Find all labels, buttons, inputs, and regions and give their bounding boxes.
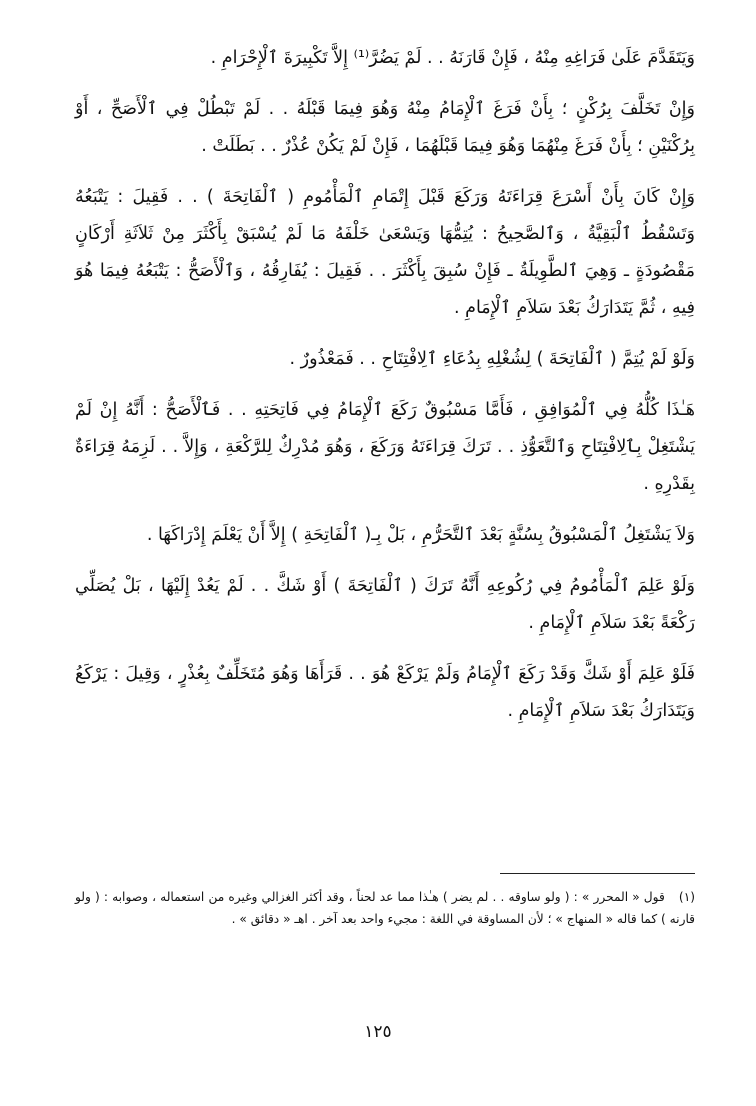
paragraph-1: وَيَتَقَدَّمَ عَلَىٰ فَرَاغِهِ مِنْهُ ، فَإِنْ قَارَنَهُ . . لَمْ يَضُرَّ⁽¹⁾ إِلاَّ تَكْبِيرَةَ ٱلْإِحْرَامِ .	[210, 48, 695, 68]
footnote-text: قول « المحرر » : ( ولو ساوقه . . لم يضر ) هـٰذا مما عد لحناً ، وقد أكثر الغزالي وغيره من استعماله ، وصوابه : ( ولو قارنه ) كما قاله « المنهاج » ؛ لأن المساوقة في اللغة : مجيء واحد بعد آخر . اهـ « دقائق » .	[75, 890, 695, 926]
main-text	[75, 40, 695, 744]
paragraph-6: وَلاَ يَشْتَغِلُ ٱلْمَسْبُوقُ بِسُنَّةٍ بَعْدَ ٱلتَّحَرُّمِ ، بَلْ بِـ( ٱلْفَاتِحَةِ ) إِلاَّ أَنْ يَعْلَمَ إِدْرَاكَهَا .	[146, 525, 695, 545]
paragraph-4: وَلَوْ لَمْ يُتِمَّ ( ٱلْفَاتِحَةَ ) لِشُغْلِهِ بِدُعَاءِ ٱلِافْتِتَاحِ . . فَمَعْذُورٌ .	[289, 349, 695, 369]
footnote	[75, 886, 695, 930]
footnote-number: (١)	[678, 890, 695, 904]
paragraph-5: هَـٰذَا كُلُّهُ فِي ٱلْمُوَافِقِ ، فَأَمَّا مَسْبُوقٌ رَكَعَ ٱلْإِمَامُ فِي فَاتِحَتِهِ . . فَٱلْأَصَحُّ : أَنَّهُ إِنْ لَمْ يَشْتَغِلْ بِٱلِافْتِتَاحِ وَٱلتَّعَوُّذِ . . تَرَكَ قِرَاءَتَهُ وَرَكَعَ ، وَهُوَ مُدْرِكٌ لِلرَّكْعَةِ ، وَإِلاَّ . . لَزِمَهُ قِرَاءَةٌ بِقَدْرِهِ .	[75, 400, 695, 494]
paragraph-7: وَلَوْ عَلِمَ ٱلْمَأْمُومُ فِي رُكُوعِهِ أَنَّهُ تَرَكَ ( ٱلْفَاتِحَةَ ) أَوْ شَكَّ . . لَمْ يَعُدْ إِلَيْهَا ، بَلْ يُصَلِّي رَكْعَةً بَعْدَ سَلاَمِ ٱلْإِمَامِ .	[75, 576, 695, 633]
paragraph-8: فَلَوْ عَلِمَ أَوْ شَكَّ وَقَدْ رَكَعَ ٱلْإِمَامُ وَلَمْ يَرْكَعْ هُوَ . . قَرَأَهَا وَهُوَ مُتَخَلِّفٌ بِعُذْرٍ ، وَقِيلَ : يَرْكَعُ وَيَتَدَارَكُ بَعْدَ سَلاَمِ ٱلْإِمَامِ .	[75, 664, 695, 721]
page-number: ١٢٥	[364, 1022, 392, 1042]
paragraph-3: وَإِنْ كَانَ بِأَنْ أَسْرَعَ قِرَاءَتَهُ وَرَكَعَ قَبْلَ إِتْمَامِ ٱلْمَأْمُومِ ( ٱلْفَاتِحَةَ ) . . فَقِيلَ : يَتْبَعُهُ وَتَسْقُطُ ٱلْبَقِيَّةُ ، وَٱلصَّحِيحُ : يُتِمُّهَا وَيَسْعَىٰ خَلْفَهُ مَا لَمْ يُسْبَقْ بِأَكْثَرَ مِنْ ثَلاَثَةِ أَرْكَانٍ مَقْصُودَةٍ ـ وَهِيَ ٱلطَّوِيلَةُ ـ فَإِنْ سُبِقَ بِأَكْثَرَ . . فَقِيلَ : يُفَارِقُهُ ، وَٱلْأَصَحُّ : يَتْبَعُهُ فِيمَا هُوَ فِيهِ ، ثُمَّ يَتَدَارَكُ بَعْدَ سَلاَمِ ٱلْإِمَامِ .	[75, 187, 695, 318]
footnote-divider	[500, 873, 695, 874]
paragraph-2: وَإِنْ تَخَلَّفَ بِرُكْنٍ ؛ بِأَنْ فَرَغَ ٱلْإِمَامُ مِنْهُ وَهُوَ فِيمَا قَبْلَهُ . . لَمْ تَبْطُلْ فِي ٱلْأَصَحِّ ، أَوْ بِرُكْنَيْنِ ؛ بِأَنْ فَرَغَ مِنْهُمَا وَهُوَ فِيمَا قَبْلَهُمَا ، فَإِنْ لَمْ يَكُنْ عُذْرٌ . . بَطَلَتْ .	[75, 99, 695, 156]
